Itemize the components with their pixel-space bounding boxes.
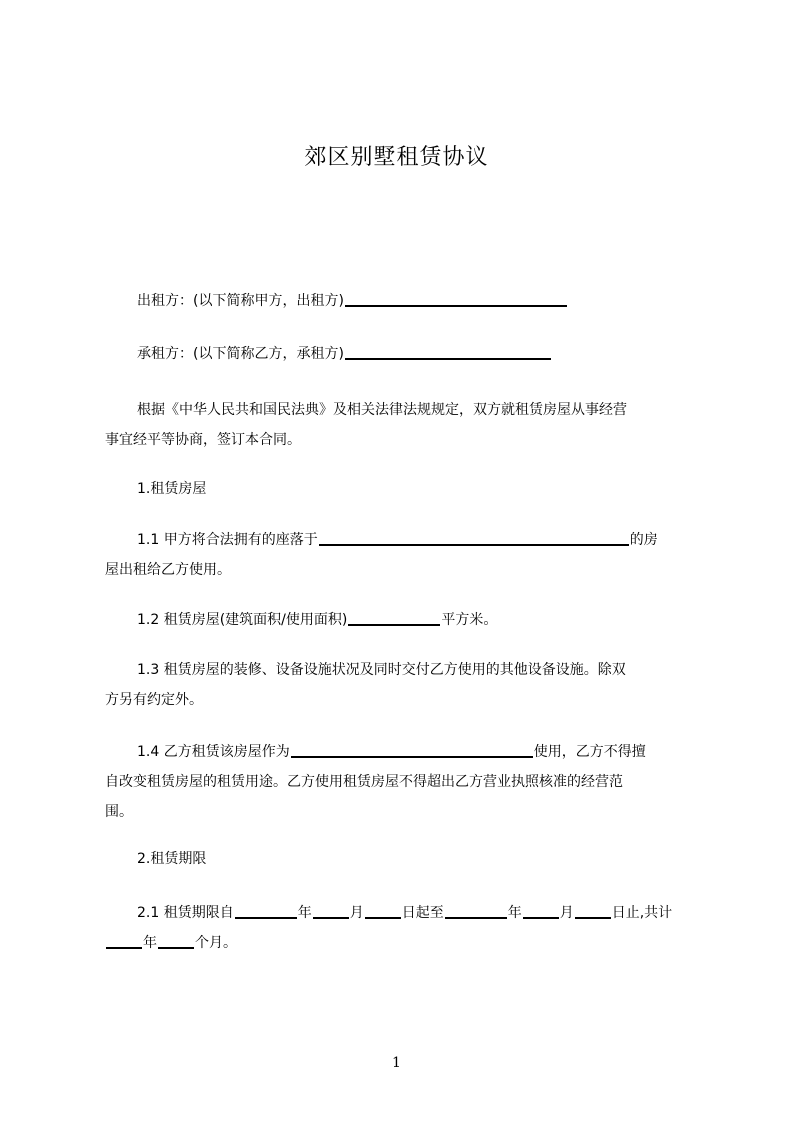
clause-2-1 bbox=[105, 898, 701, 958]
lessee-label: 承租方：(以下简称乙方，承租方) bbox=[137, 346, 344, 362]
location-blank[interactable] bbox=[319, 530, 629, 546]
area-blank[interactable] bbox=[348, 610, 440, 626]
clause-1-3 bbox=[105, 655, 701, 715]
clause-1-3-line-2: 方另有约定外。 bbox=[105, 692, 203, 708]
clause-1-1 bbox=[105, 525, 701, 585]
clause-1-1-suffix: 的房 bbox=[629, 532, 658, 548]
lessor-label: 出租方：(以下简称甲方，出租方) bbox=[137, 293, 344, 309]
clause-1-2-suffix: 平方米。 bbox=[441, 612, 498, 628]
total-years-blank[interactable] bbox=[106, 933, 142, 949]
clause-1-1-text: 1.1 甲方将合法拥有的座落于 bbox=[137, 532, 318, 548]
clause-1-2-text: 1.2 租赁房屋(建筑面积/使用面积) bbox=[137, 612, 348, 628]
section-2-heading: 2.租赁期限 bbox=[137, 851, 207, 867]
clause-1-4-text: 1.4 乙方租赁该房屋作为 bbox=[137, 744, 290, 760]
end-year-blank[interactable] bbox=[445, 903, 507, 919]
intro-paragraph bbox=[105, 395, 701, 455]
year-label: 年 bbox=[507, 905, 522, 921]
month-label: 月 bbox=[349, 905, 364, 921]
start-year-blank[interactable] bbox=[235, 903, 297, 919]
day-until-label: 日止,共计 bbox=[611, 905, 673, 921]
months-total-label: 个月。 bbox=[195, 935, 237, 951]
end-day-blank[interactable] bbox=[575, 903, 611, 919]
day-from-label: 日起至 bbox=[401, 905, 444, 921]
month-label: 月 bbox=[559, 905, 574, 921]
section-1-heading: 1.租赁房屋 bbox=[137, 481, 207, 497]
clause-1-3-line-1: 1.3 租赁房屋的装修、设备设施状况及同时交付乙方使用的其他设备设施。除双 bbox=[137, 662, 626, 678]
lessor-line bbox=[137, 287, 737, 315]
start-day-blank[interactable] bbox=[365, 903, 401, 919]
intro-line-1: 根据《中华人民共和国民法典》及相关法律法规规定，双方就租赁房屋从事经营 bbox=[137, 402, 627, 418]
lessor-name-blank[interactable] bbox=[345, 291, 567, 307]
start-month-blank[interactable] bbox=[313, 903, 349, 919]
page-number: 1 bbox=[392, 1055, 401, 1071]
clause-1-4-line-3: 围。 bbox=[105, 804, 133, 820]
clause-1-4 bbox=[105, 737, 701, 827]
lessee-name-blank[interactable] bbox=[345, 344, 551, 360]
clause-1-4-line-2: 自改变租赁房屋的租赁用途。乙方使用租赁房屋不得超出乙方营业执照核准的经营范 bbox=[105, 774, 623, 790]
clause-1-1-line-2: 屋出租给乙方使用。 bbox=[105, 562, 231, 578]
lessee-line bbox=[137, 340, 737, 368]
year-label: 年 bbox=[297, 905, 312, 921]
total-months-blank[interactable] bbox=[158, 933, 194, 949]
document-title: 郊区别墅租赁协议 bbox=[304, 145, 489, 170]
year-label: 年 bbox=[143, 935, 157, 951]
usage-blank[interactable] bbox=[291, 742, 533, 758]
clause-1-2 bbox=[137, 606, 737, 634]
end-month-blank[interactable] bbox=[523, 903, 559, 919]
intro-line-2: 事宜经平等协商，签订本合同。 bbox=[105, 432, 301, 448]
clause-1-4-suffix: 使用，乙方不得擅 bbox=[533, 744, 646, 760]
clause-2-1-text: 2.1 租赁期限自 bbox=[137, 905, 234, 921]
